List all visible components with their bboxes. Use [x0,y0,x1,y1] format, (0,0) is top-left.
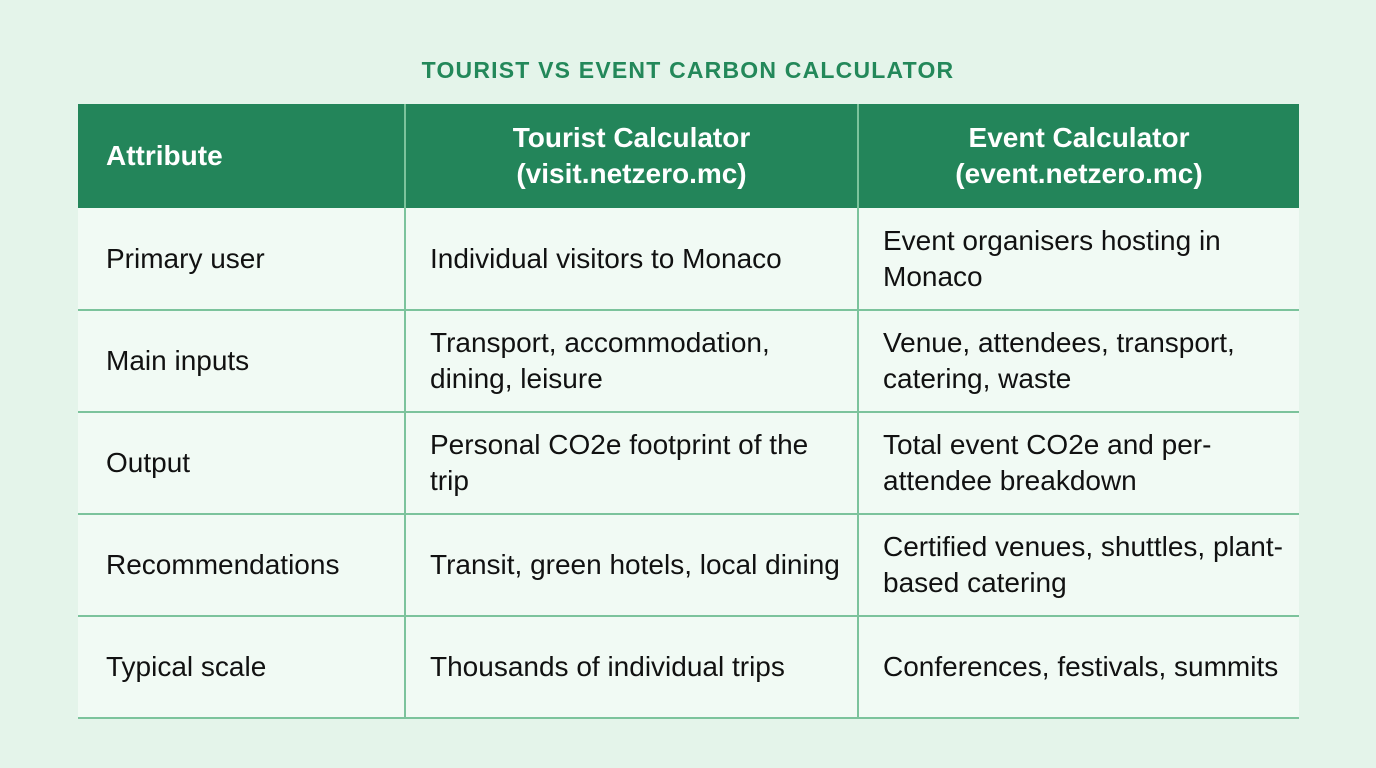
table-row [78,412,1299,514]
table-row [78,310,1299,412]
row-attribute: Primary user [78,208,405,310]
row-tourist-value: Transit, green hotels, local dining [405,514,858,616]
page-title: TOURIST VS EVENT CARBON CALCULATOR [421,57,955,83]
header-event-calculator [858,104,1299,208]
header-tourist-title: Tourist Calculator [512,122,751,153]
header-attribute-label: Attribute [106,140,223,171]
table-row [78,616,1299,718]
header-tourist-calculator [405,104,858,208]
comparison-table [78,104,1299,719]
table-row [78,514,1299,616]
row-event-value: Venue, attendees, transport, catering, waste [858,310,1299,412]
row-event-value: Event organisers hosting in Monaco [858,208,1299,310]
header-event-url: (event.netzero.mc) [955,158,1203,189]
row-attribute: Typical scale [78,616,405,718]
row-attribute: Output [78,412,405,514]
row-event-value: Certified venues, shuttles, plant-based catering [858,514,1299,616]
row-attribute: Main inputs [78,310,405,412]
row-attribute: Recommendations [78,514,405,616]
header-tourist-url: (visit.netzero.mc) [516,158,747,189]
row-tourist-value: Transport, accommodation, dining, leisure [405,310,858,412]
row-tourist-value: Individual visitors to Monaco [405,208,858,310]
row-event-value: Total event CO2e and per-attendee breakdown [858,412,1299,514]
row-tourist-value: Thousands of individual trips [405,616,858,718]
row-tourist-value: Personal CO2e footprint of the trip [405,412,858,514]
row-event-value: Conferences, festivals, summits [858,616,1299,718]
table-row [78,208,1299,310]
header-attribute [78,104,405,208]
header-event-title: Event Calculator [968,122,1190,153]
header-row [78,104,1299,208]
